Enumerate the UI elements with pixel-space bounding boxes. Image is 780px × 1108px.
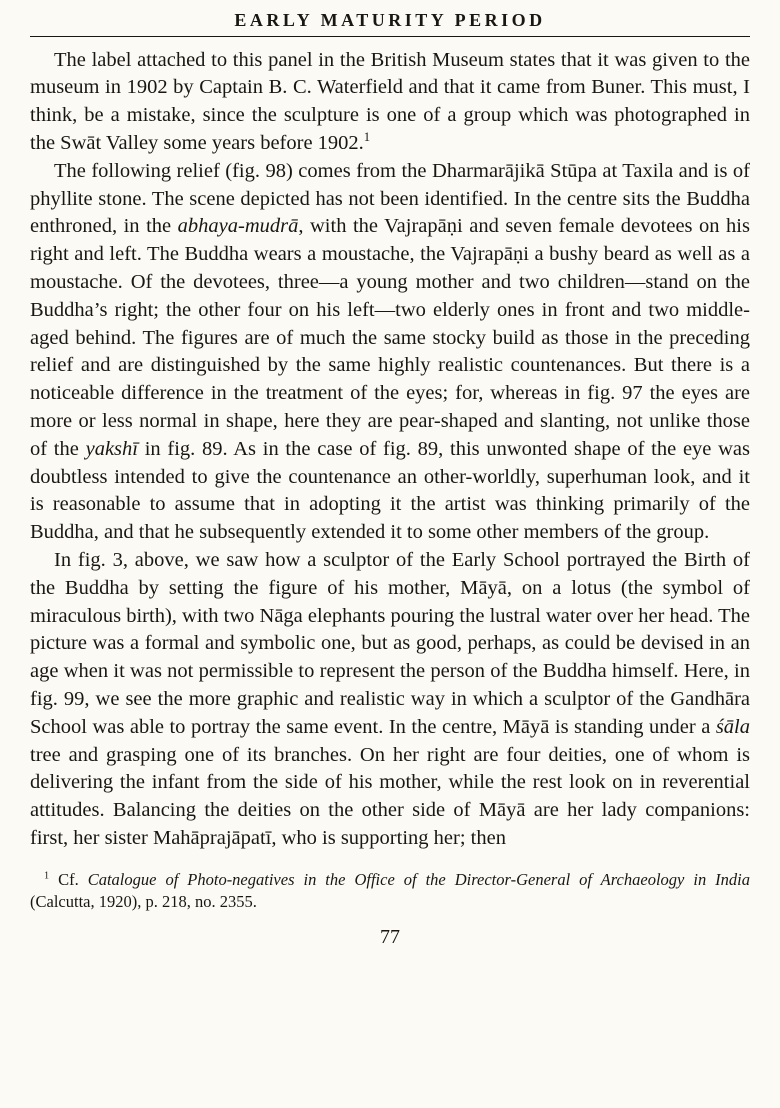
running-header: EARLY MATURITY PERIOD xyxy=(234,10,546,30)
header-rule xyxy=(30,36,750,37)
paragraph-2: The following relief (fig. 98) comes from the Dharmarājikā Stūpa at Taxila and is of phyllite stone. The scene depicted has not been identified. In the centre sits the Buddha enthroned, in the abhaya-mudrā, with the Vajrapāṇi and seven female devotees on his right and left. The Buddha wears a moustache, the Vajrapāṇi a bushy beard as well as a moustache. Of the devotees, three—a young mother and two children—stand on the Buddha’s right; the other four on his left—two elderly ones in front and two middle-aged behind. The figures are of much the same stocky build as those in the preceding relief and are distinguished by the same highly realistic countenances. But there is a noticeable difference in the treatment of the eyes; for, whereas in fig. 97 the eyes are more or less normal in shape, here they are pear-shaped and slanting, not unlike those of the yakshī in fig. 89. As in the case of fig. 89, this unwonted shape of the eye was doubtless intended to give the countenance an other-worldly, superhuman look, and it is reasonable to assume that in adopting it the artist was thinking primarily of the Buddha, and that he subsequently extended it to some other members of the group. xyxy=(30,159,751,544)
footnote: $^1$ Cf. Catalogue of Photo-negatives in the Office of the Director-General of Archaeology in India (Calcutta, 1920), p. 218, no. 2355. xyxy=(30,869,751,912)
paragraph-1: The label attached to this panel in the British Museum states that it was given to the museum in 1902 by Captain B. C. Waterfield and that it came from Buner. This must, I think, be a mistake, since the sculpture is one of a group which was photographed in the Swāt Valley some years before 1902.$^1$ xyxy=(30,48,750,154)
page-number: 77 xyxy=(380,925,400,948)
paragraph-3: In fig. 3, above, we saw how a sculptor of the Early School portrayed the Birth of the Buddha by setting the figure of his mother, Māyā, on a lotus (the symbol of miraculous birth), with two Nāga elephants pouring the lustral water over her head. The picture was a formal and symbolic one, but as good, perhaps, as could be devised in an age when it was not permissible to represent the person of the Buddha himself. Here, in fig. 99, we see the more graphic and realistic way in which a sculptor of the Gandhāra School was able to portray the same event. In the centre, Māyā is standing under a śāla tree and grasping one of its branches. On her right are four deities, one of whom is delivering the infant from the side of his mother, while the rest look on in reverential attitudes. Balancing the deities on the other side of Māyā are her lady companions: first, her sister Mahāprajāpatī, who is supporting her; then xyxy=(30,548,750,849)
body-text xyxy=(30,47,750,853)
